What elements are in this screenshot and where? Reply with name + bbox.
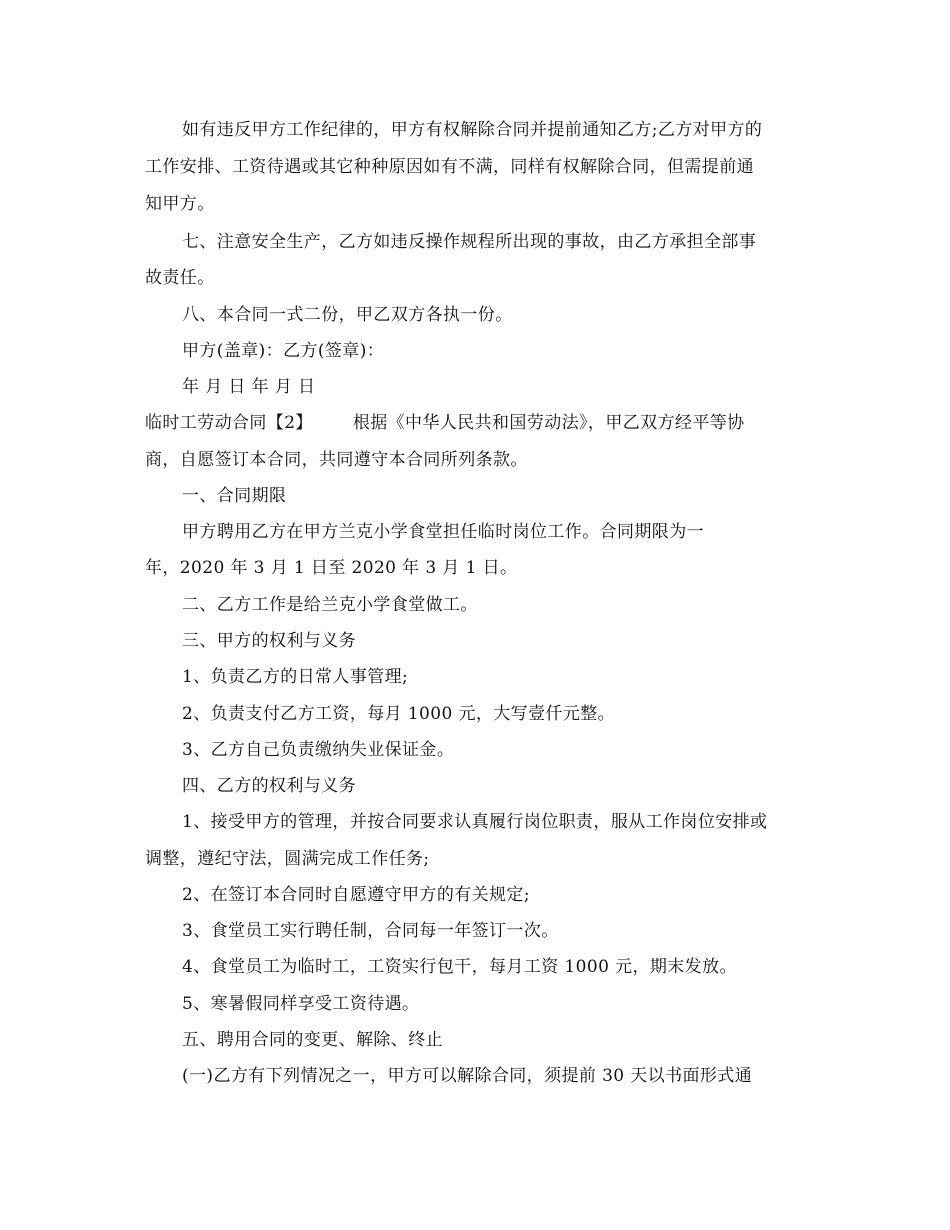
list-item: 4、食堂员工为临时工，工资实行包干，每月工资 1000 元，期末发放。 bbox=[182, 957, 737, 977]
heading-line: 五、聘用合同的变更、解除、终止 bbox=[182, 1030, 443, 1050]
paragraph-line: 故责任。 bbox=[145, 268, 215, 288]
paragraph-line: 工作安排、工资待遇或其它种种原因如有不满，同样有权解除合同，但需提前通 bbox=[145, 157, 754, 177]
list-item: 2、负责支付乙方工资，每月 1000 元，大写壹仟元整。 bbox=[182, 704, 616, 724]
paragraph-line: 八、本合同一式二份，甲乙双方各执一份。 bbox=[182, 305, 513, 325]
paragraph-line: 七、注意安全生产，乙方如违反操作规程所出现的事故，由乙方承担全部事 bbox=[182, 232, 757, 252]
heading-line: 四、乙方的权利与义务 bbox=[182, 776, 356, 796]
paragraph-text: 根据《中华人民共和国劳动法》，甲乙双方经平等协 bbox=[352, 413, 745, 433]
list-item: 3、乙方自己负责缴纳失业保证金。 bbox=[182, 740, 455, 760]
list-item: 1、负责乙方的日常人事管理; bbox=[182, 667, 409, 687]
section-title-line bbox=[145, 411, 745, 435]
list-item: 3、食堂员工实行聘任制，合同每一年签订一次。 bbox=[182, 921, 559, 941]
list-item: 2、在签订本合同时自愿遵守甲方的有关规定; bbox=[182, 885, 530, 905]
paragraph-line: 甲方聘用乙方在甲方兰克小学食堂担任临时岗位工作。合同期限为一 bbox=[182, 522, 704, 542]
paragraph-line: (一)乙方有下列情况之一，甲方可以解除合同，须提前 30 天以书面形式通 bbox=[182, 1066, 753, 1086]
list-item: 1、接受甲方的管理，并按合同要求认真履行岗位职责，服从工作岗位安排或 bbox=[182, 812, 768, 832]
paragraph-line: 年，2020 年 3 月 1 日至 2020 年 3 月 1 日。 bbox=[145, 558, 518, 578]
contract-title: 临时工劳动合同【2】 bbox=[145, 413, 313, 433]
heading-line: 三、甲方的权利与义务 bbox=[182, 631, 356, 651]
list-item: 5、寒暑假同样享受工资待遇。 bbox=[182, 994, 420, 1014]
heading-line: 一、合同期限 bbox=[182, 486, 287, 506]
paragraph-line: 如有违反甲方工作纪律的，甲方有权解除合同并提前通知乙方;乙方对甲方的 bbox=[182, 120, 763, 140]
signature-line: 甲方(盖章)：乙方(签章)： bbox=[182, 341, 385, 361]
paragraph-line: 调整，遵纪守法，圆满完成工作任务; bbox=[145, 849, 430, 869]
paragraph-line: 知甲方。 bbox=[145, 194, 215, 214]
paragraph-line: 商，自愿签订本合同，共同遵守本合同所列条款。 bbox=[145, 450, 528, 470]
date-line: 年 月 日 年 月 日 bbox=[182, 377, 316, 397]
paragraph-line: 二、乙方工作是给兰克小学食堂做工。 bbox=[182, 595, 478, 615]
